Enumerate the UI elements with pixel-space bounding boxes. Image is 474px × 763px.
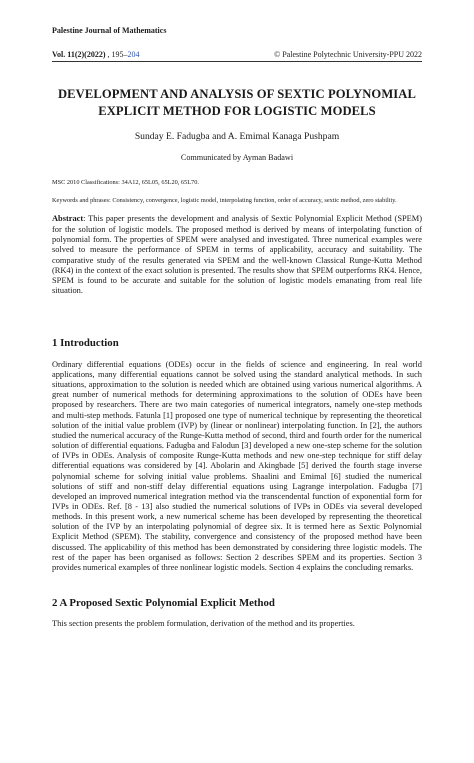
- pages-end-link[interactable]: 204: [127, 50, 140, 59]
- section-2-heading: 2 A Proposed Sextic Polynomial Explicit Method: [52, 597, 275, 610]
- pages-start: , 195–: [105, 50, 128, 59]
- copyright: © Palestine Polytechnic University-PPU 2022: [274, 50, 422, 59]
- abstract-label: Abstract: [52, 214, 84, 224]
- abstract-text: : This paper presents the development and analysis of Sextic Polynomial Explicit Method (SPEM) for the solution of logistic models. The proposed method is derived by means of interpolating function of polynomial form. The properties of SPEM were analysed and investigated. Three numerical examples were solved to measure the performance of SPEM in terms of applicability, accuracy and suitability. The comparative study of the results generated via SPEM and the well-known Classical Runge-Kutta Method (RK4) in the context of the exact solution is presented. The results show that SPEM outperforms RK4. Hence, SPEM is found to be accurate and suitable for the solution of logistic models emanating from real life situation.: [52, 214, 422, 296]
- header-rule: [52, 61, 422, 62]
- journal-name: Palestine Journal of Mathematics: [52, 26, 167, 35]
- section-2-text: This section presents the problem formulation, derivation of the method and its properties.: [52, 619, 355, 629]
- section-1-text: Ordinary differential equations (ODEs) occur in the fields of science and engineering. In real world applications, many differential equations cannot be solved using the standard analytical methods. In such situations, approximation to the solution is needed which are obtained using various numerical algorithms. A great number of numerical methods for determining approximations to the solution of ODEs have been proposed by researchers. There are two main categories of numerical integrators, namely one-step methods and multi-step methods. Fatunla [1] proposed one type of numerical technique by representing the theoretical solution of the initial value problem (IVP) by (linear or nonlinear) interpolating function. In [2], the authors studied the numerical accuracy of the Runge-Kutta method of second, third and fourth order for the numerical solution of differential equations. Fadugba and Falodun [3] developed a new one-step scheme for the solution of IVPs in ODEs. Analysis of composite Runge-Kutta methods and new one-step technique for stiff delay differential equations was considered by [4]. Abolarin and Akingbade [5] derived the fourth stage inverse polynomial scheme for solving initial value problems. Shaalini and Emimal [6] studied the numerical solutions of stiff and non-stiff delay differential equations using Lagrange interpolation. Fadugba [7] developed an improved numerical integration method via the transcendental function of exponential form for IVPs in ODEs. Ref. [8 - 13] also studied the numerical solutions of IVPs in ODEs via several developed methods. In this present work, a new numerical scheme has been developed by representing the theoretical solution of the IVP by an interpolating polynomial of degree six. It is termed here as Sextic Polynomial Explicit Method (SPEM). The stability, convergence and consistency of the proposed method have been discussed. The applicability of this method has been demonstrated by considering three logistic models. The rest of the paper has been organised as follows: Section 2 describes SPEM and its properties. Section 3 provides numerical examples of three nonlinear logistic models. Section 4 explains the concluding remarks.: [52, 359, 422, 572]
- msc-classifications: MSC 2010 Classifications: 34A12, 65L05, 65L20, 65L70.: [52, 179, 199, 186]
- volume-number: Vol. 11(2)(2022): [52, 50, 106, 59]
- paper-page: [52, 26, 422, 629]
- communicated-by: Communicated by Ayman Badawi: [180, 153, 294, 162]
- authors: Sunday E. Fadugba and A. Emimal Kanaga Pushpam: [134, 131, 340, 142]
- section-1-heading: 1 Introduction: [52, 336, 119, 349]
- abstract: [52, 214, 422, 296]
- keywords: Keywords and phrases: Consistency, convergence, logistic model, interpolating function, order of accuracy, sextic method, zero stability.: [52, 197, 397, 204]
- paper-title: DEVELOPMENT AND ANALYSIS OF SEXTIC POLYNOMIAL EXPLICIT METHOD FOR LOGISTIC MODELS: [57, 87, 416, 118]
- volume-row: [52, 50, 422, 59]
- volume-info: [52, 50, 139, 59]
